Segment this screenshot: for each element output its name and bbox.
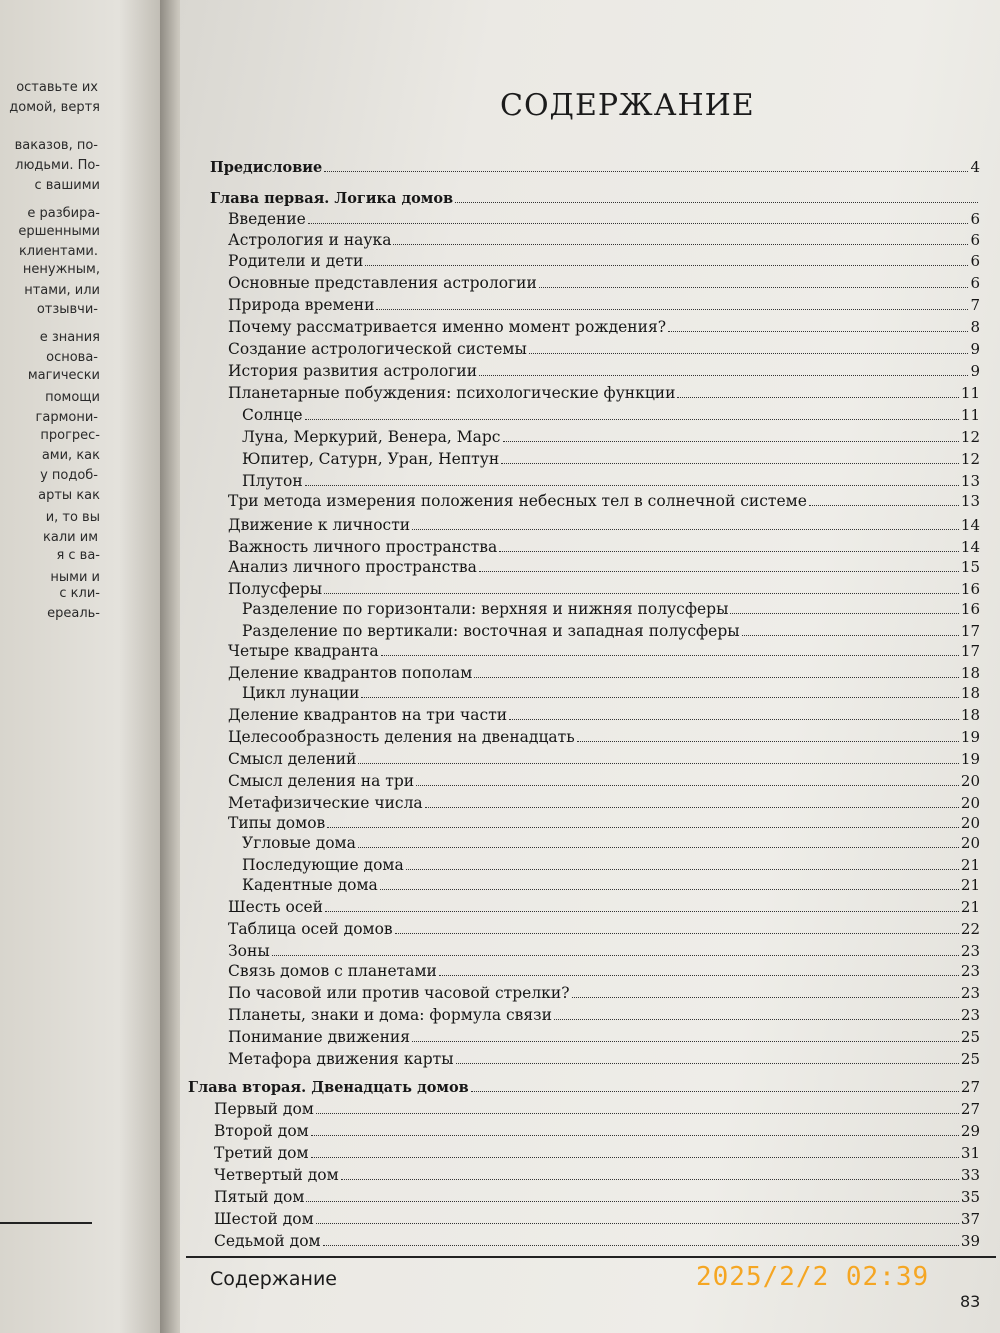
toc-entry-page: 8 (970, 318, 980, 336)
left-page-text-fragment: нтами, или (24, 283, 100, 298)
toc-entry (228, 318, 980, 336)
page-number: 83 (960, 1292, 981, 1311)
toc-entry-page: 6 (970, 231, 980, 249)
toc-leader-dots (529, 353, 969, 354)
toc-entry-title: Астрология и наука (228, 231, 392, 249)
toc-leader-dots (577, 741, 959, 742)
toc-entry (228, 362, 980, 380)
left-page-text-fragment: е разбира- (27, 206, 100, 221)
toc-leader-dots (456, 1063, 959, 1064)
toc-entry-page: 11 (960, 406, 980, 424)
footer-rule (186, 1256, 996, 1258)
toc-entry-page: 20 (960, 794, 980, 812)
toc-entry-title: Смысл деления на три (228, 772, 415, 790)
toc-entry-title: Шестой дом (214, 1210, 314, 1228)
toc-entry-page: 39 (960, 1232, 980, 1250)
toc-leader-dots (324, 171, 968, 172)
toc-leader-dots (499, 551, 959, 552)
toc-entry-page: 18 (960, 664, 980, 682)
toc-entry-page: 27 (960, 1100, 980, 1118)
toc-entry (214, 1232, 980, 1250)
toc-entry-title: Таблица осей домов (228, 920, 393, 938)
toc-entry (228, 538, 980, 556)
toc-leader-dots (416, 785, 959, 786)
toc-entry (228, 728, 980, 746)
toc-leader-dots (471, 1091, 959, 1092)
toc-entry-title: Создание астрологической системы (228, 340, 527, 358)
toc-entry (228, 794, 980, 812)
left-page-text-fragment: е знания (39, 330, 100, 345)
toc-leader-dots (554, 1019, 959, 1020)
toc-entry (228, 1050, 980, 1068)
toc-leader-dots (305, 419, 959, 420)
left-page-text-fragment: и, то вы (45, 510, 100, 525)
left-page-rule (0, 1222, 92, 1224)
toc-entry-page: 14 (960, 516, 980, 534)
toc-entry-page: 20 (960, 772, 980, 790)
toc-entry-title: Пятый дом (214, 1188, 305, 1206)
toc-leader-dots (809, 505, 959, 506)
toc-entry-title: Важность личного пространства (228, 538, 498, 556)
toc-entry (228, 898, 980, 916)
toc-entry (214, 1166, 980, 1184)
toc-entry-page: 16 (960, 580, 980, 598)
toc-entry-page: 29 (960, 1122, 980, 1140)
toc-entry-title: Понимание движения (228, 1028, 411, 1046)
toc-entry-title: Метафора движения карты (228, 1050, 454, 1068)
toc-chapter-entry (210, 158, 980, 176)
toc-entry-title: Зоны (228, 942, 270, 960)
toc-entry-title: История развития астрологии (228, 362, 478, 380)
toc-entry-page: 37 (960, 1210, 980, 1228)
toc-entry-title: Планетарные побуждения: психологические функции (228, 384, 676, 402)
table-of-contents (180, 0, 1000, 1333)
right-page (180, 0, 1000, 1333)
toc-entry-page: 13 (960, 472, 980, 490)
left-page-text-fragment: ереаль- (47, 606, 100, 621)
toc-leader-dots (406, 869, 959, 870)
toc-leader-dots (325, 911, 959, 912)
toc-leader-dots (358, 847, 959, 848)
left-page-text-fragment: помощи (45, 390, 100, 405)
toc-entry-title: Типы домов (228, 814, 326, 832)
toc-entry (228, 942, 980, 960)
photo-timestamp: 2025/2/2 02:39 (696, 1262, 930, 1292)
toc-entry-title: Шесть осей (228, 898, 323, 916)
toc-entry-page: 33 (960, 1166, 980, 1184)
left-page-text-fragment: гармони- (35, 410, 98, 425)
toc-subentry (242, 428, 980, 446)
toc-entry-page: 6 (970, 252, 980, 270)
toc-entry-title: Деление квадрантов пополам (228, 664, 473, 682)
toc-entry-title: Угловые дома (242, 834, 356, 852)
left-page-text-fragment: я с ва- (56, 548, 100, 563)
left-page-text-fragment: клиентами. (18, 244, 98, 259)
toc-entry-page: 7 (970, 296, 980, 314)
toc-entry-page: 27 (960, 1078, 980, 1096)
toc-entry-page: 22 (960, 920, 980, 938)
toc-entry (228, 772, 980, 790)
toc-entry-title: Деление квадрантов на три части (228, 706, 508, 724)
toc-entry-page: 14 (960, 538, 980, 556)
left-page-text-fragment: основа- (46, 350, 98, 365)
toc-leader-dots (323, 1245, 959, 1246)
toc-entry-title: Глава первая. Логика домов (210, 190, 454, 207)
toc-entry (228, 814, 980, 832)
toc-entry-page: 4 (970, 158, 980, 176)
toc-entry (214, 1122, 980, 1140)
toc-entry-page: 23 (960, 962, 980, 980)
left-page-text-fragment: людьми. По- (15, 158, 100, 173)
left-page-text-fragment: ами, как (41, 448, 100, 463)
toc-leader-dots (501, 463, 959, 464)
toc-entry-page: 25 (960, 1028, 980, 1046)
toc-leader-dots (324, 593, 959, 594)
toc-entry (228, 984, 980, 1002)
toc-subentry (242, 472, 980, 490)
toc-entry-page: 9 (970, 340, 980, 358)
toc-entry-page: 6 (970, 274, 980, 292)
toc-entry (228, 642, 980, 660)
toc-entry-title: Солнце (242, 406, 303, 424)
toc-entry-page: 15 (960, 558, 980, 576)
toc-entry (228, 920, 980, 938)
toc-leader-dots (412, 529, 959, 530)
toc-entry (228, 274, 980, 292)
toc-entry (228, 1006, 980, 1024)
toc-leader-dots (376, 309, 968, 310)
left-page-text-fragment: ными и (50, 570, 100, 585)
left-page (0, 0, 170, 1333)
page-title: СОДЕРЖАНИЕ (500, 88, 755, 123)
toc-leader-dots (341, 1179, 959, 1180)
left-page-text-fragment: ваказов, по- (14, 138, 98, 153)
toc-entry-title: Глава вторая. Двенадцать домов (188, 1079, 469, 1096)
toc-entry (228, 340, 980, 358)
toc-entry (228, 750, 980, 768)
toc-entry-title: Последующие дома (242, 856, 404, 874)
toc-entry-title: По часовой или против часовой стрелки? (228, 984, 570, 1002)
toc-entry-page: 16 (960, 600, 980, 618)
toc-leader-dots (381, 655, 959, 656)
toc-leader-dots (308, 223, 969, 224)
toc-entry-page: 12 (960, 450, 980, 468)
toc-entry-page: 23 (960, 942, 980, 960)
toc-subentry (242, 856, 980, 874)
toc-leader-dots (668, 331, 968, 332)
toc-leader-dots (479, 571, 959, 572)
toc-entry (228, 384, 980, 402)
toc-entry-page: 21 (960, 898, 980, 916)
toc-entry (228, 706, 980, 724)
toc-entry-title: Введение (228, 210, 306, 228)
toc-leader-dots (272, 955, 959, 956)
toc-leader-dots (572, 997, 959, 998)
toc-subentry (242, 876, 980, 894)
toc-chapter-entry (188, 1078, 980, 1096)
toc-subentry (242, 406, 980, 424)
toc-entry-page: 35 (960, 1188, 980, 1206)
toc-leader-dots (316, 1223, 959, 1224)
toc-subentry (242, 600, 980, 618)
left-page-text-fragment: у подоб- (40, 468, 98, 483)
toc-leader-dots (539, 287, 969, 288)
toc-entry-title: Движение к личности (228, 516, 411, 534)
toc-entry-page: 23 (960, 1006, 980, 1024)
toc-entry (228, 1028, 980, 1046)
toc-entry (228, 231, 980, 249)
toc-entry (228, 664, 980, 682)
toc-entry-page: 17 (960, 642, 980, 660)
toc-entry-page: 25 (960, 1050, 980, 1068)
toc-entry-page: 13 (960, 492, 980, 510)
left-page-text-fragment: оставьте их (16, 80, 98, 95)
toc-entry (228, 580, 980, 598)
toc-entry-page: 12 (960, 428, 980, 446)
toc-entry-title: Луна, Меркурий, Венера, Марс (242, 428, 501, 446)
toc-subentry (242, 684, 980, 702)
left-page-text-fragment: ненужным, (22, 262, 100, 277)
toc-subentry (242, 450, 980, 468)
toc-entry-title: Природа времени (228, 296, 375, 314)
toc-leader-dots (395, 933, 959, 934)
toc-leader-dots (316, 1113, 959, 1114)
toc-entry-title: Предисловие (210, 159, 323, 176)
left-page-text-fragment: ершенными (18, 224, 100, 239)
toc-entry-page: 31 (960, 1144, 980, 1162)
left-page-text-fragment: магически (27, 368, 100, 383)
toc-leader-dots (305, 485, 959, 486)
toc-leader-dots (358, 763, 958, 764)
toc-entry (214, 1144, 980, 1162)
toc-entry-title: Основные представления астрологии (228, 274, 537, 292)
toc-leader-dots (380, 889, 959, 890)
toc-entry (228, 558, 980, 576)
toc-leader-dots (327, 827, 959, 828)
toc-entry-page: 9 (970, 362, 980, 380)
toc-entry (214, 1210, 980, 1228)
toc-entry-title: Первый дом (214, 1100, 314, 1118)
toc-entry-page: 21 (960, 876, 980, 894)
toc-leader-dots (439, 975, 959, 976)
left-page-text-fragment: прогрес- (40, 428, 100, 443)
toc-entry-page: 23 (960, 984, 980, 1002)
toc-entry (228, 516, 980, 534)
toc-entry-title: Три метода измерения положения небесных тел в солнечной системе (228, 492, 807, 510)
toc-leader-dots (503, 441, 959, 442)
toc-entry-title: Смысл делений (228, 750, 357, 768)
toc-leader-dots (474, 677, 959, 678)
toc-entry-title: Третий дом (214, 1144, 309, 1162)
toc-entry-title: Седьмой дом (214, 1232, 321, 1250)
toc-entry-title: Анализ личного пространства (228, 558, 477, 576)
toc-leader-dots (455, 202, 978, 203)
toc-entry-page: 18 (960, 706, 980, 724)
toc-leader-dots (393, 244, 968, 245)
toc-leader-dots (365, 265, 968, 266)
toc-entry (214, 1100, 980, 1118)
toc-entry-title: Полусферы (228, 580, 323, 598)
toc-entry-page: 19 (960, 750, 980, 768)
toc-entry-title: Четвертый дом (214, 1166, 339, 1184)
toc-leader-dots (311, 1157, 959, 1158)
toc-entry-title: Связь домов с планетами (228, 962, 437, 980)
toc-leader-dots (361, 697, 958, 698)
toc-entry-title: Разделение по горизонтали: верхняя и нижняя полусферы (242, 600, 729, 618)
toc-entry-title: Целесообразность деления на двенадцать (228, 728, 575, 746)
toc-leader-dots (730, 613, 958, 614)
toc-entry-title: Кадентные дома (242, 876, 378, 894)
toc-entry-title: Четыре квадранта (228, 642, 379, 660)
left-page-text-fragment: кали им (43, 530, 98, 545)
toc-entry-page: 20 (960, 834, 980, 852)
toc-leader-dots (479, 375, 968, 376)
toc-entry-title: Метафизические числа (228, 794, 423, 812)
toc-entry (228, 492, 980, 510)
toc-entry-page: 20 (960, 814, 980, 832)
toc-entry (228, 296, 980, 314)
left-page-text-fragment: с вашими (34, 178, 100, 193)
toc-entry-title: Юпитер, Сатурн, Уран, Нептун (242, 450, 500, 468)
toc-entry-title: Разделение по вертикали: восточная и западная полусферы (242, 622, 740, 640)
toc-entry-title: Второй дом (214, 1122, 309, 1140)
toc-entry-page: 18 (960, 684, 980, 702)
running-title: Содержание (210, 1268, 337, 1290)
toc-entry (214, 1188, 980, 1206)
toc-leader-dots (742, 635, 959, 636)
toc-entry (228, 252, 980, 270)
toc-entry-page: 21 (960, 856, 980, 874)
toc-leader-dots (306, 1201, 959, 1202)
toc-entry-page: 11 (960, 384, 980, 402)
left-page-text-fragment: с кли- (59, 586, 100, 601)
toc-entry-page: 6 (970, 210, 980, 228)
left-page-text-fragment: арты как (38, 488, 100, 503)
left-page-text-fragment: отзывчи- (36, 302, 98, 317)
toc-chapter-entry (210, 190, 980, 207)
left-page-text-fragment: домой, вертя (9, 100, 100, 115)
toc-entry-title: Плутон (242, 472, 303, 490)
toc-entry (228, 210, 980, 228)
toc-entry-page: 19 (960, 728, 980, 746)
toc-subentry (242, 622, 980, 640)
toc-entry-title: Родители и дети (228, 252, 364, 270)
toc-subentry (242, 834, 980, 852)
toc-entry-title: Цикл лунации (242, 684, 360, 702)
toc-entry (228, 962, 980, 980)
toc-entry-title: Почему рассматривается именно момент рождения? (228, 318, 667, 336)
toc-leader-dots (412, 1041, 959, 1042)
toc-entry-title: Планеты, знаки и дома: формула связи (228, 1006, 552, 1024)
toc-entry-page: 17 (960, 622, 980, 640)
toc-leader-dots (677, 397, 958, 398)
toc-leader-dots (425, 807, 959, 808)
toc-leader-dots (311, 1135, 959, 1136)
toc-leader-dots (509, 719, 959, 720)
